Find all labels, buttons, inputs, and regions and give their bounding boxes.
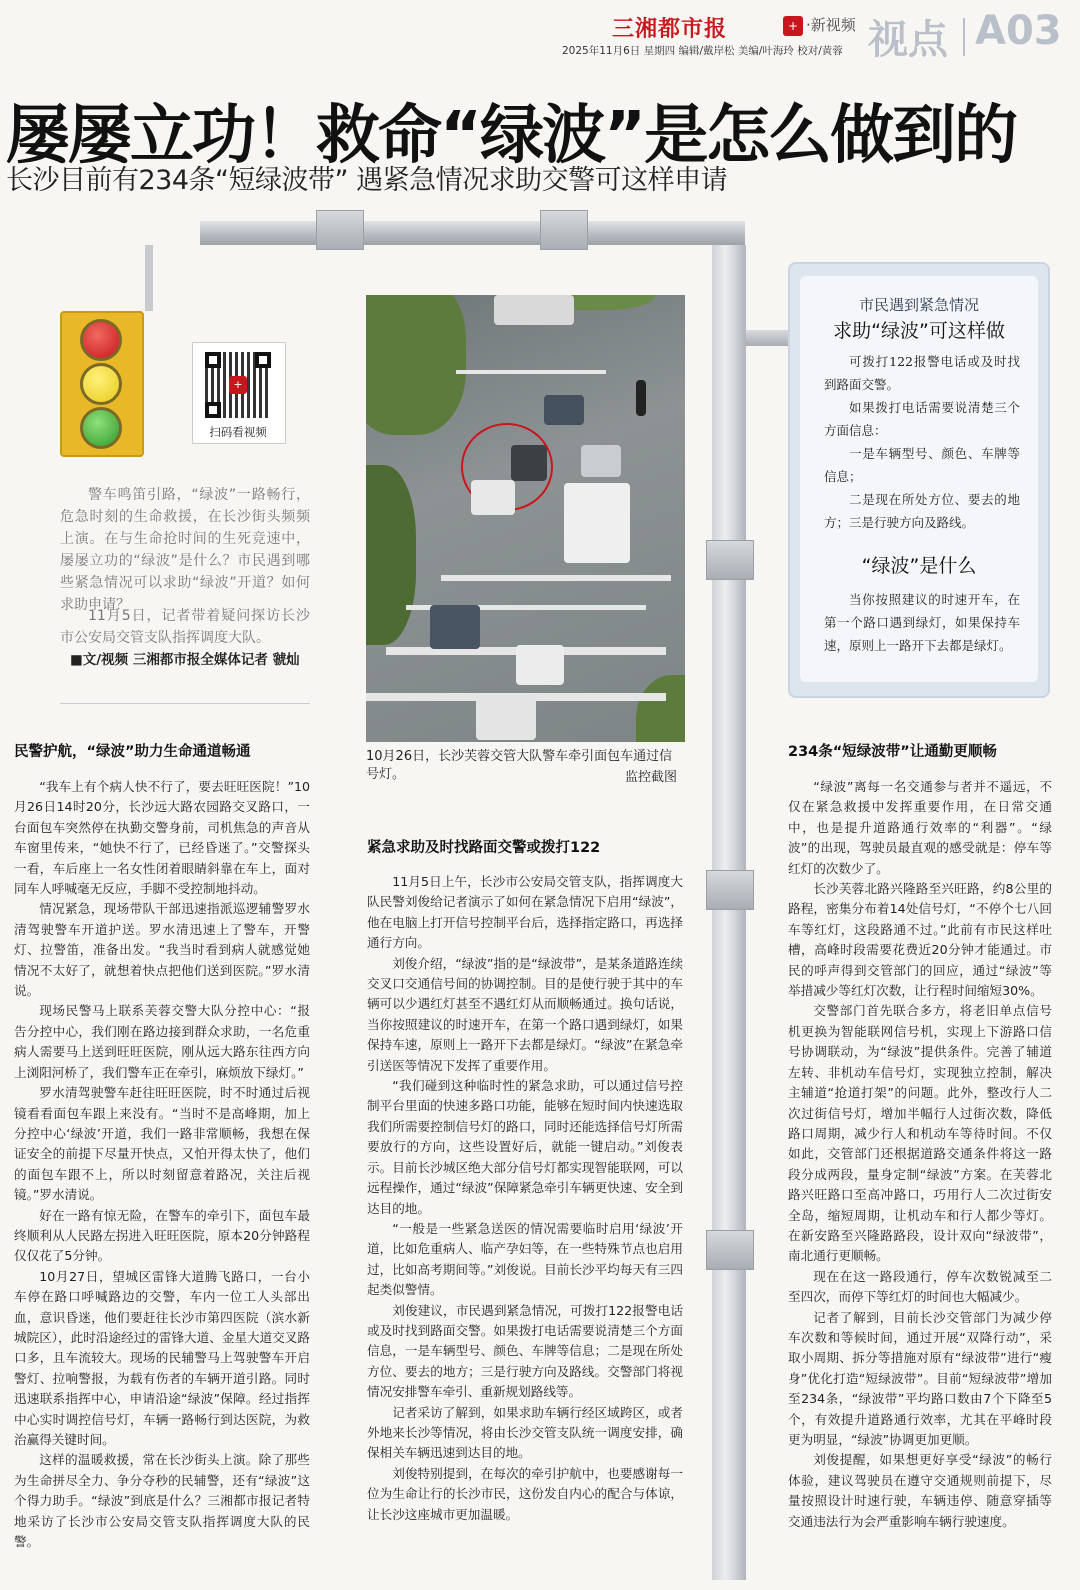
section-heading: 234条“短绿波带”让通勤更顺畅 — [788, 744, 997, 760]
red-lamp-icon — [80, 319, 122, 361]
sidebar-text: 当你按照建议的时速开车，在第一个路口遇到绿灯，如果保持车速，原则上一路开下去都是绿灯。 — [824, 592, 1020, 653]
subheadline: 长沙目前有234条“短绿波带” 遇紧急情况求助交警可这样申请 — [6, 165, 728, 196]
tree — [366, 295, 466, 435]
paragraph: 刘俊建议，市民遇到紧急情况，可拨打122报警电话或及时找到路面交警。如果拨打电话需要说清楚三个方面信息，一是车辆型号、颜色、车牌等信息；二是现在所处方位、要去的地方；三是行驶方向及路线。交警部门将视情况安排警车牵引、重新规划路线等。 — [367, 1302, 683, 1400]
paragraph: 交警部门首先联合多方，将老旧单点信号机更换为智能联网信号机，实现上下游路口信号协调联动，为“绿波”提供条件。完善了辅道左转、非机动车信号灯，实现独立控制，解决主辅道“抢道打架”的问题。此外，整改行人二次过街信号灯，增加半幅行人过街次数，降低路口周期，减少行人和机动车等待时间。不仅如此，交管部门还根据道路交通条件将这一路段分成两段，量身定制“绿波”方案。在芙蓉北路兴旺路口至高冲路口，巧用行人二次过街安全岛，缩短周期，让机动车和行人都少等灯。在新安路至兴隆路路段，设计双向“绿波带”，南北通行更顺畅。 — [788, 1003, 1052, 1264]
sidebar-subtitle: 市民遇到紧急情况 — [858, 296, 979, 314]
article-column-3 — [788, 777, 1052, 1532]
crosswalk — [441, 575, 671, 581]
pole-bracket — [706, 870, 754, 910]
sidebar-title: 求助“绿波”可这样做 — [833, 320, 1005, 342]
signal-arm — [456, 370, 606, 374]
yellow-lamp-icon — [80, 363, 122, 405]
paragraph: 记者采访了解到，如果求助车辆行经区域跨区，或者外地来长沙等情况，将由长沙交管支队统一调度安排，确保相关车辆迅速到达目的地。 — [367, 1404, 683, 1461]
issue-meta: 2025年11月6日 星期四 编辑/戴岸松 美编/叶海玲 校对/黄蓉 — [562, 45, 843, 57]
paragraph: 好在一路有惊无险，在警车的牵引下，面包车最终顺利从人民路左拐进入旺旺医院，原本20分钟路程仅仅花了5分钟。 — [14, 1207, 310, 1264]
paragraph: 刘俊介绍，“绿波”指的是“绿波带”，是某条道路连续交叉口交通信号间的协调控制。目的是使行驶于其中的车辆可以少遇红灯甚至不遇红灯从而顺畅通过。换句话说，当你按照建议的时速开车，在第一个路口遇到绿灯，如果保持车速，原则上一路开下去都是绿灯。“绿波”在紧急牵引送医等情况下发挥了重要作用。 — [367, 955, 683, 1073]
paragraph: “绿波”离每一名交通参与者并不遥远，不仅在紧急救援中发挥重要作用，在日常交通中，也是提升道路通行效率的“利器”。“绿波”的出现，驾驶员最直观的感受就是：停车等红灯的次数少了。 — [788, 779, 1052, 876]
car — [471, 480, 515, 515]
section-heading: 民警护航，“绿波”助力生命通道畅通 — [14, 744, 251, 760]
photo-caption: 10月26日，长沙芙蓉交管大队警车牵引面包车通过信号灯。 — [366, 749, 673, 782]
qr-finder-icon — [205, 402, 221, 418]
sidebar-text: 可拨打122报警电话或及时找到路面交警。 — [824, 354, 1020, 392]
sidebar-title: “绿波”是什么 — [861, 555, 977, 577]
brand-video-label: ·新视频 — [806, 16, 856, 34]
pole-bracket — [706, 540, 754, 580]
paragraph: 刘俊提醒，如果想更好享受“绿波”的畅行体验，建议驾驶员在遵守交通规则前提下，尽量按照设计时速行驶，车辆违停、随意穿插等交通违法行为会严重影响车辆行驶速度。 — [788, 1452, 1052, 1529]
car — [494, 295, 574, 325]
intro-paragraph: 警车鸣笛引路，“绿波”一路畅行，危急时刻的生命救援，在长沙街头频频上演。在与生命抢时间的生死竞速中，屡屡立功的“绿波”是什么？市民遇到哪些紧急情况可以求助“绿波”开道？如何求助申请？ — [60, 487, 310, 613]
sidebar-text: 二是现在所处方位、要去的地方； — [824, 492, 1020, 530]
tree — [366, 465, 416, 645]
headline: 屡屡立功！救命“绿波”是怎么做到的 — [6, 99, 1017, 173]
paragraph: 11月5日上午，长沙市公安局交管支队，指挥调度大队民警刘俊给记者演示了如何在紧急情况下启用“绿波”，他在电脑上打开信号控制平台后，选择指定路口，再选择通行方向。 — [367, 874, 683, 951]
paragraph: “一般是一些紧急送医的情况需要临时启用‘绿波’开道，比如危重病人、临产孕妇等，在一些特殊节点也启用过，比如高考期间等。”刘俊说。目前长沙平均每天有三四起类似警情。 — [367, 1220, 683, 1298]
sidebar-connector — [746, 330, 788, 346]
police-car — [544, 395, 584, 425]
qr-finder-icon — [205, 352, 221, 368]
paragraph: 长沙芙蓉北路兴隆路至兴旺路，约8公里的路程，密集分布着14处信号灯，“不停个七八回车等红灯，这段路通不过。”此前有市民这样吐槽，高峰时段需要花费近20分钟才能通过。市民的呼声得到交管部门的回应，通过“绿波”等举措减少等红灯次数，让行程时间缩短30%。 — [788, 881, 1052, 999]
paragraph: 罗水清驾驶警车赶往旺旺医院，时不时通过后视镜看看面包车跟上来没有。“当时不是高峰期，加上分控中心‘绿波’开道，我们一路非常顺畅，我想在保证安全的前提下尽量开快点，又怕开得太快了，他们的面包车跟不上，所以时刻留意着路况，关注后视镜。”罗水清说。 — [14, 1085, 310, 1203]
paragraph: 情况紧急，现场带队干部迅速指派巡逻辅警罗水清驾驶警车开道护送。罗水清迅速上了警车，开警灯、拉警笛，准备出发。“我当时看到病人就感觉她情况不太好了，就想着快点把他们送到医院。”罗水清说。 — [14, 901, 310, 999]
qr-finder-icon — [255, 352, 271, 368]
paragraph: 10月27日，望城区雷锋大道腾飞路口，一台小车停在路口呼喊路边的交警，车内一位工人头部出血，意识昏迷，他们要赶往长沙市第四医院（滨水新城院区），此时沿途经过的雷锋大道、金星大道交叉路口多，且车流较大。现场的民辅警马上驾驶警车开启警灯、拉响警报，为载有伤者的车辆开道引路。同时迅速联系指挥中心，申请沿途“绿波”保障。经过指挥中心实时调控信号灯，车辆一路畅行到达医院，为救治赢得关键时间。 — [14, 1268, 310, 1447]
masthead-divider — [963, 18, 965, 56]
pole-bracket — [706, 1230, 754, 1270]
intro-paragraph: 11月5日，记者带着疑问探访长沙市公安局交管支队指挥调度大队。 — [60, 608, 310, 646]
paragraph: 现在在这一路段通行，停车次数锐减至二至四次，而停下等红灯的时间也大幅减少。 — [788, 1268, 1052, 1305]
article-column-2 — [367, 872, 683, 1525]
section-name: 视点 — [868, 17, 948, 63]
paragraph: 这样的温暖救援，常在长沙街头上演。除了那些为生命拼尽全力、争分夺秒的民辅警，还有“绿波”这个得力助手。“绿波”到底是什么？三湘都市报记者特地采访了长沙市公安局交管支队指挥调度大队的民警。 — [14, 1452, 310, 1550]
divider — [60, 703, 310, 704]
page-number: A03 — [975, 8, 1062, 54]
qr-logo-icon: + — [229, 376, 247, 394]
signal-pole — [712, 245, 746, 1580]
car — [581, 445, 621, 477]
traffic-signal-icon — [636, 380, 646, 416]
car — [430, 605, 480, 649]
byline: ■文/视频 三湘都市报全媒体记者 虢灿 — [70, 652, 300, 668]
traffic-light-hanger — [145, 245, 153, 311]
paragraph: “我车上有个病人快不行了，要去旺旺医院！”10月26日14时20分，长沙远大路农园路交叉路口，一台面包车突然停在执勤交警身前，司机焦急的声音从车窗里传来，“她快不行了，已经昏迷了。”交警探头一看，车后座上一名女性闭着眼睛斜靠在车上，面对同车人呼喊毫无反应，手脚不受控制地抖动。 — [14, 779, 310, 897]
paragraph: 刘俊特别提到，在每次的牵引护航中，也要感谢每一位为生命让行的长沙市民，这份发自内心的配合与体谅，让长沙这座城市更加温暖。 — [367, 1465, 683, 1522]
truck — [564, 483, 630, 563]
section-heading: 紧急求助及时找路面交警或拨打122 — [367, 840, 601, 856]
brand-logo-icon: + — [783, 16, 803, 36]
surveillance-photo — [366, 295, 685, 742]
paragraph: 现场民警马上联系芙蓉交警大队分控中心：“报告分控中心，我们刚在路边接到群众求助，一名危重病人需要马上送到旺旺医院，刚从远大路东往西方向上浏阳河桥了，我们警车正在牵引，麻烦放下绿灯。” — [14, 1003, 310, 1080]
car — [476, 695, 536, 740]
photo-source: 监控截图 — [625, 770, 678, 785]
newspaper-brand: 三湘都市报 — [612, 17, 728, 42]
car — [516, 645, 564, 685]
sidebar-text: 三是行驶方向及路线。 — [849, 515, 975, 530]
signal-pole-arm — [200, 221, 745, 245]
traffic-light-icon — [60, 311, 144, 457]
pole-bracket — [540, 210, 588, 250]
article-column-1 — [14, 777, 310, 1552]
qr-label: 扫码看视频 — [209, 425, 267, 439]
sidebar-text: 如果拨打电话需要说清楚三个方面信息： — [824, 400, 1020, 438]
pole-bracket — [316, 210, 364, 250]
paragraph: 记者了解到，目前长沙交管部门为减少停车次数和等候时间，通过开展“双降行动”，采取小周期、拆分等措施对原有“绿波带”进行“瘦身”优化打造“短绿波带”。目前“短绿波带”增加至234条，“绿波带”平均路口数由7个下降至5个，有效提升道路通行效率，尤其在平峰时段更为明显，“绿波”协调更加更顺。 — [788, 1309, 1052, 1447]
sidebar-text: 一是车辆型号、颜色、车牌等信息； — [824, 446, 1020, 484]
green-lamp-icon — [80, 407, 122, 449]
paragraph: “我们碰到这种临时性的紧急求助，可以通过信号控制平台里面的快速多路口功能，能够在短时间内快速选取我们所需要控制信号灯的路口，同时还能选择信号灯所需要放行的方向，这些设置好后，就能一键启动。”刘俊表示。目前长沙城区绝大部分信号灯都实现智能联网，可以远程操作，通过“绿波”保障紧急牵引车辆更快速、安全到达目的地。 — [367, 1078, 683, 1216]
